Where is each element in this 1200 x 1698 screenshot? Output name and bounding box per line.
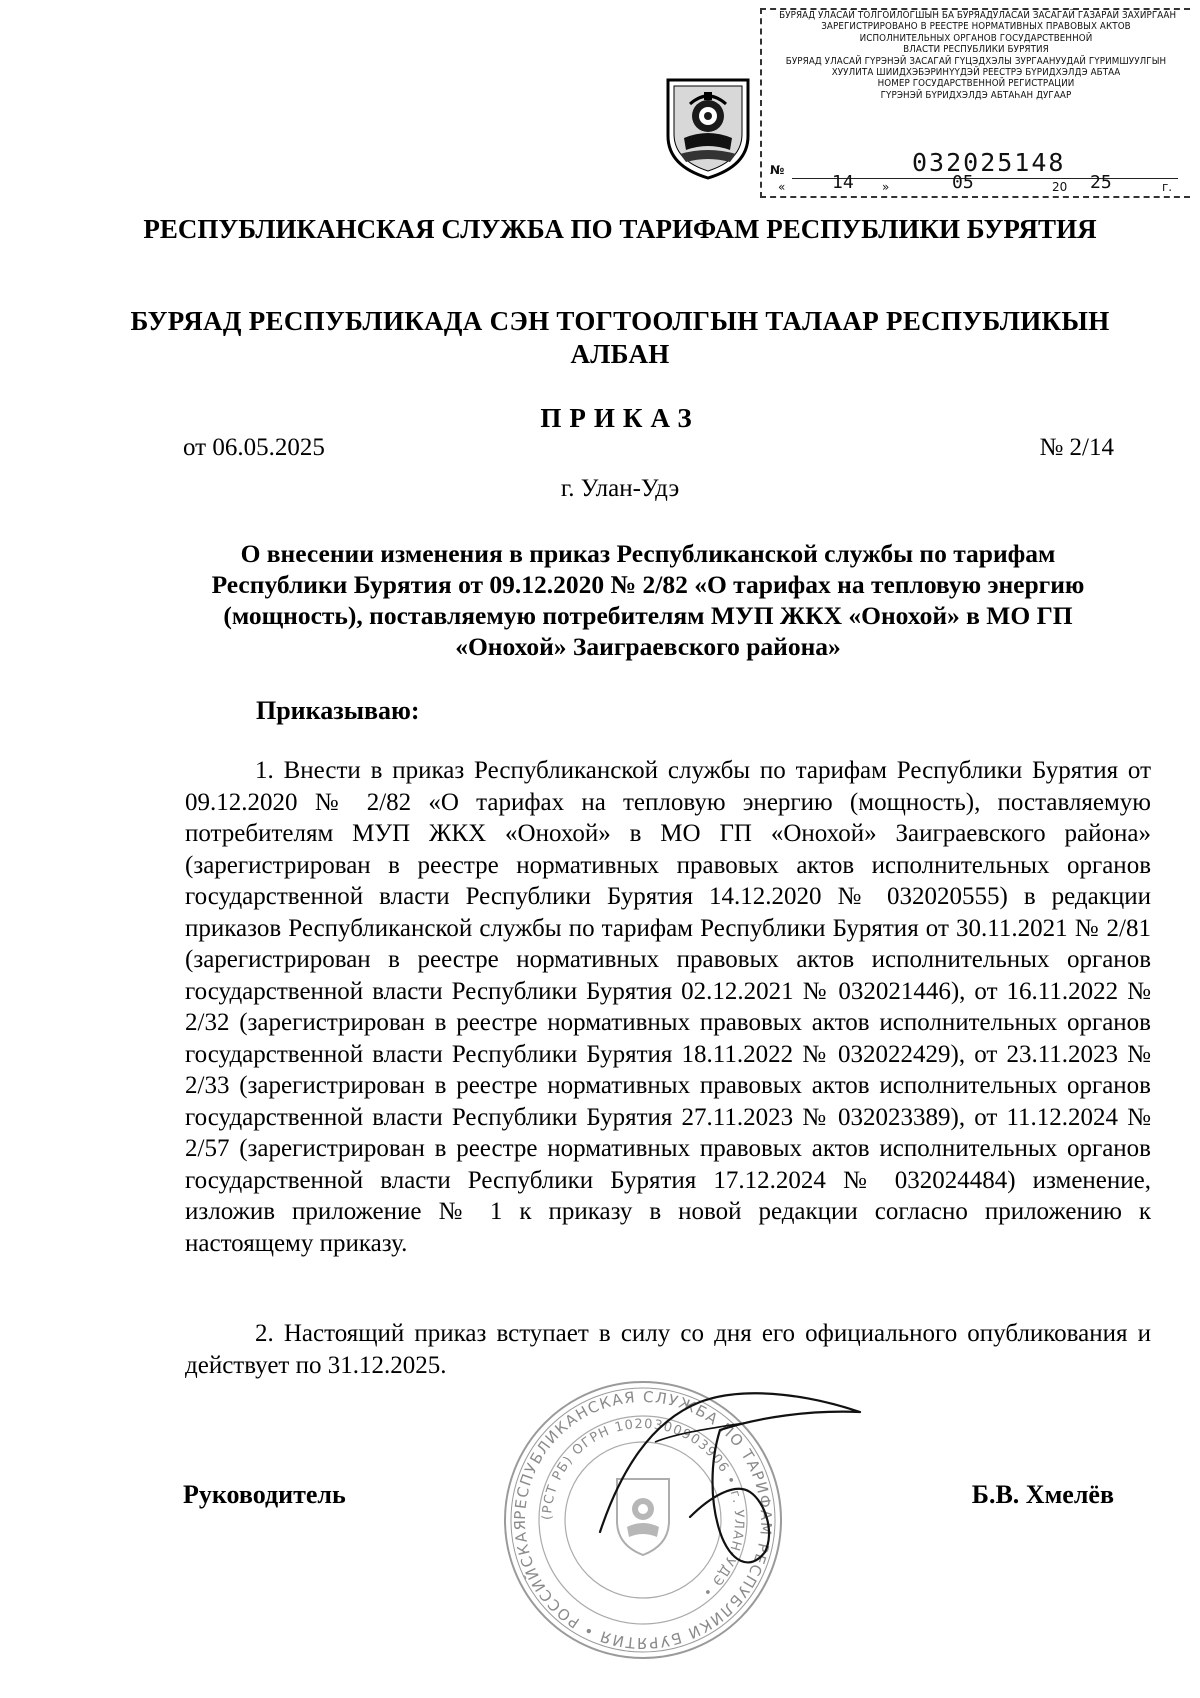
registration-month: 05: [952, 172, 974, 193]
order-directive-label: Приказываю:: [256, 696, 420, 725]
registration-stamp-line: ЗАРЕГИСТРИРОВАНО В РЕЕСТРЕ НОРМАТИВНЫХ ПРАВОВЫХ АКТОВ: [821, 21, 1131, 33]
round-seal-inner-text: (РСТ РБ) ОГРН 1020300903906 • г. УЛАН-УДЭ •: [539, 1416, 747, 1600]
paragraph-1: 1. Внести в приказ Республиканской службы по тарифам Республики Бурятия от 09.12.2020 № 2/82 «О тарифах на тепловую энергию (мощность), поставляемую потребителям МУП ЖКХ «Онохой» в МО ГП «Онохой» Заиграевского района» (зарегистрирован в реестре нормативных правовых актов исполнительных органов государственной власти Республики Бурятия 14.12.2020 № 032020555) в редакции приказов Республиканской службы по тарифам Республики Бурятия от 30.11.2021 № 2/81 (зарегистрирован в реестре нормативных правовых актов исполнительных органов государственной власти Республики Бурятия 02.12.2021 № 032021446), от 16.11.2022 № 2/32 (зарегистрирован в реестре нормативных правовых актов исполнительных органов государственной власти Республики Бурятия 18.11.2022 № 032022429), от 23.11.2023 № 2/33 (зарегистрирован в реестре нормативных правовых актов исполнительных органов государственной власти Республики Бурятия 27.11.2023 № 032023389), от 11.12.2024 № 2/57 (зарегистрирован в реестре нормативных правовых актов исполнительных органов государственной власти Республики Бурятия 17.12.2024 № 032024484) изменение, изложив приложение № 1 к приказу в новой редакции согласно приложению к настоящему приказу.: [185, 757, 1151, 1257]
registration-stamp-text: [762, 10, 1190, 101]
registration-number: 032025148: [912, 148, 1066, 177]
paragraph-2: 2. Настоящий приказ вступает в силу со дня его официального опубликования и действует по 31.12.2025.: [185, 1320, 1151, 1379]
document-subject: О внесении изменения в приказ Республиканской службы по тарифам Республики Бурятия от 09.12.2020 № 2/82 «О тарифах на тепловую энергию (мощность), поставляемую потребителям МУП ЖКХ «Онохой» в МО ГП «Онохой» Заиграевского района»: [211, 539, 1085, 661]
document-number: № 2/14: [1039, 434, 1114, 461]
organization-name-bur: БУРЯАД РЕСПУБЛИКАДА СЭН ТОГТООЛГЫН ТАЛААР РЕСПУБЛИКЫН АЛБАН: [130, 306, 1110, 369]
registration-year-prefix: 20: [1052, 180, 1068, 194]
organization-name-ru: РЕСПУБЛИКАНСКАЯ СЛУЖБА ПО ТАРИФАМ РЕСПУБЛИКИ БУРЯТИЯ: [143, 214, 1097, 244]
registration-stamp-line: ВЛАСТИ РЕСПУБЛИКИ БУРЯТИЯ: [903, 44, 1049, 56]
registration-stamp-line: НОМЕР ГОСУДАРСТВЕННОЙ РЕГИСТРАЦИИ: [877, 78, 1075, 90]
registration-stamp-line: ИСПОЛНИТЕЛЬНЫХ ОРГАНОВ ГОСУДАРСТВЕННОЙ: [859, 32, 1093, 44]
registration-date: [772, 172, 1180, 198]
registration-day: 14: [832, 172, 854, 193]
registration-year-suffix: г.: [1162, 180, 1173, 194]
registration-year: 25: [1090, 172, 1112, 193]
registration-number-label: №: [770, 163, 785, 177]
registration-date-close-quote: »: [882, 180, 890, 194]
registration-stamp-line: ГҮРЭНЭЙ БҮРИДХЭЛДЭ АБТАҺАН ДУГААР: [880, 89, 1072, 101]
registration-stamp-line: ХУУЛИТА ШИИДХЭБЭРИНҮҮДЭЙ РЕЕСТРЭ БҮРИДХЭЛДЭ АБТАА: [831, 67, 1121, 79]
signatory-role: Руководитель: [183, 1480, 346, 1509]
registration-stamp-line: БУРЯАД УЛАСАЙ ТОЛГОЙЛОГШЫН БА БУРЯАДУЛАСАЙ ЗАСАГАЙ ГАЗАРАЙ ЗАХИРГААН: [779, 10, 1177, 21]
round-seal-outer-text: РЕСПУБЛИКАНСКАЯ СЛУЖБА ПО ТАРИФАМ РЕСПУБЛИКИ БУРЯТИЯ • РОССИЙСКАЯ: [510, 1387, 776, 1653]
document-type-title: ПРИКАЗ: [540, 403, 700, 433]
signatory-name: Б.В. Хмелёв: [971, 1480, 1114, 1509]
buryatia-coat-of-arms-icon: [660, 74, 756, 182]
registration-stamp: [760, 8, 1190, 198]
document-city: г. Улан-Удэ: [560, 475, 680, 502]
handwritten-signature-icon: [560, 1382, 880, 1592]
registration-date-open-quote: «: [778, 180, 786, 194]
registration-stamp-line: БУРЯАД УЛАСАЙ ГҮРЭНЭЙ ЗАСАГАЙ ГҮЦЭДХЭЛЫ ЗУРГААНУУДАЙ ГҮРИМШУУЛГЫН: [785, 55, 1167, 67]
document-date: от 06.05.2025: [183, 434, 325, 461]
